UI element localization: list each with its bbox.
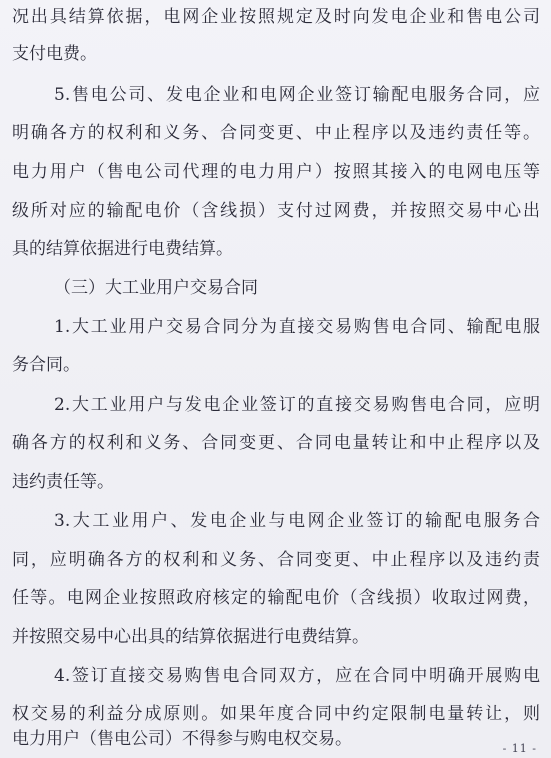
body-text-line: 明确各方的权利和义务、合同变更、中止程序以及违约责任等。 [12, 123, 540, 143]
page-number: - 11 - [502, 742, 537, 755]
body-text-line: 3.大工业用户、发电企业与电网企业签订的输配电服务合 [54, 511, 540, 531]
body-text-line: 电力用户（售电公司代理的电力用户）按照其接入的电网电压等 [12, 162, 540, 182]
body-text-line: 电力用户（售电公司）不得参与购电权交易。 [12, 729, 352, 749]
body-text-line: 确各方的权利和义务、合同变更、合同电量转让和中止程序以及 [12, 433, 540, 453]
body-text-line: 务合同。 [12, 355, 80, 375]
body-text-line: 1.大工业用户交易合同分为直接交易购售电合同、输配电服 [54, 317, 540, 337]
body-text-line: 4.签订直接交易购售电合同双方，应在合同中明确开展购电 [54, 666, 540, 686]
body-text-line: 具的结算依据进行电费结算。 [12, 239, 233, 259]
body-text-line: 任等。电网企业按照政府核定的输配电价（含线损）收取过网费， [12, 588, 540, 608]
body-text-line: 支付电费。 [12, 44, 97, 64]
body-text-line: 2.大工业用户与发电企业签订的直接交易购售电合同，应明 [54, 395, 540, 415]
body-text-line: 同，应明确各方的权利和义务、合同变更、中止程序以及违约责 [12, 550, 540, 570]
body-text-line: 况出具结算依据，电网企业按照规定及时向发电企业和售电公司 [12, 7, 540, 27]
body-text-line: 5.售电公司、发电企业和电网企业签订输配电服务合同，应 [54, 85, 540, 105]
body-text-line: 级所对应的输配电价（含线损）支付过网费，并按照交易中心出 [12, 201, 540, 221]
body-text-line: 权交易的利益分成原则。如果年度合同中约定限制电量转让，则 [12, 704, 540, 724]
section-heading: （三）大工业用户交易合同 [54, 278, 258, 298]
body-text-line: 违约责任等。 [12, 472, 114, 492]
body-text-line: 并按照交易中心出具的结算依据进行电费结算。 [12, 627, 369, 647]
